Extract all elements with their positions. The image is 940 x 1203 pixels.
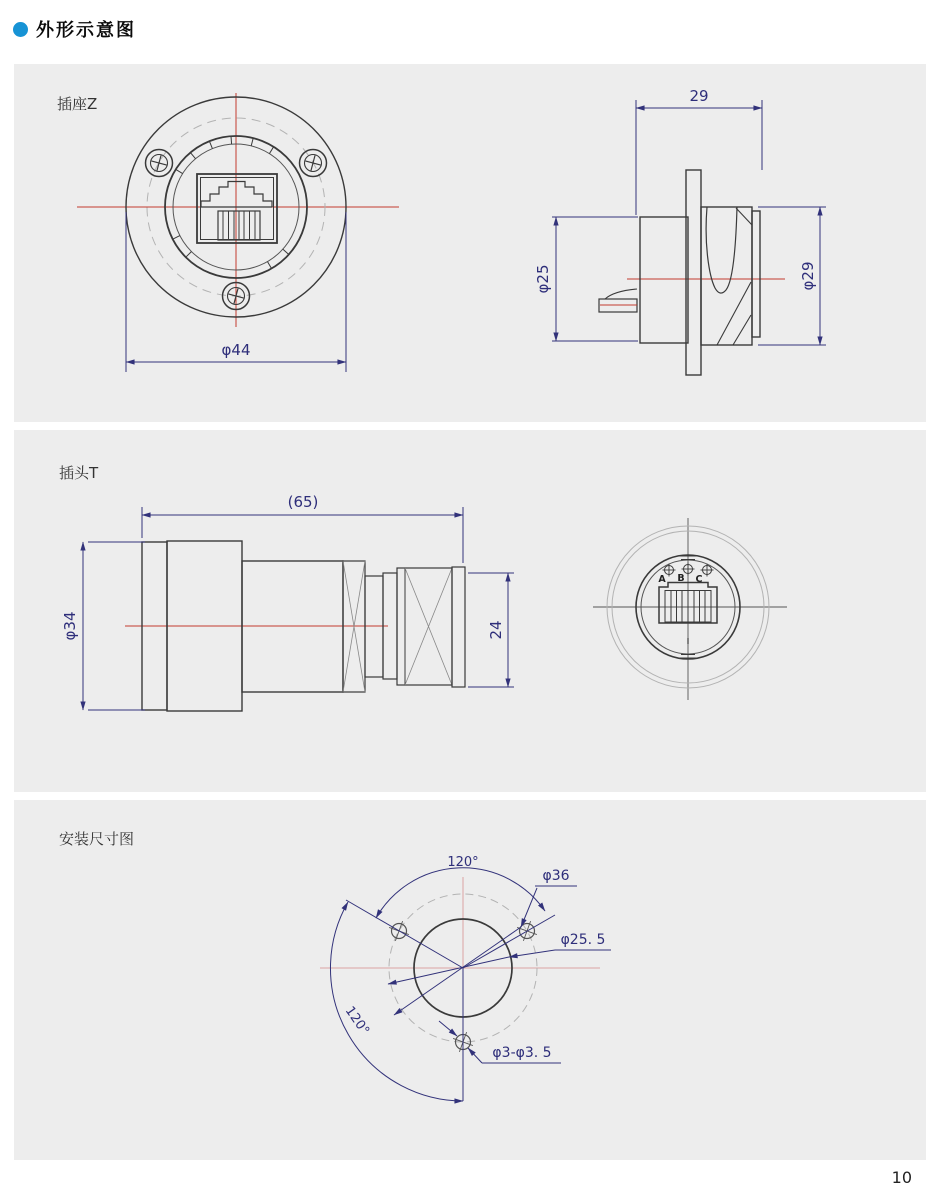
page-title-text: 外形示意图: [36, 20, 136, 41]
socket-label: 插座Z: [57, 95, 98, 113]
dim-angle-top-text: 120°: [447, 855, 479, 870]
latch-clip: [706, 207, 737, 293]
page-number: 10: [891, 1168, 912, 1187]
bullet-icon: [13, 22, 28, 37]
dim-29-text: 29: [689, 87, 709, 105]
mounting-view: [320, 855, 611, 1101]
dim-29: [636, 87, 762, 215]
bayonet-ticks: [173, 136, 289, 268]
screw-top-right: [300, 150, 327, 177]
dim-24: [468, 573, 514, 687]
dim-65-text: (65): [287, 493, 319, 511]
panel-mounting: [14, 800, 926, 1160]
contact-label-a: A: [658, 574, 666, 585]
page-title: [13, 16, 136, 42]
panel-plug: [14, 430, 926, 792]
dim-phi36-text: φ36: [542, 868, 570, 884]
screw-top-left: [146, 150, 173, 177]
socket-side-view: [534, 87, 826, 375]
plug-side-view: [61, 493, 514, 711]
mounting-drawing: [14, 800, 926, 1160]
panel-socket: [14, 64, 926, 422]
dim-phi29: [758, 207, 826, 345]
dim-mount-holes-text: φ3-φ3. 5: [492, 1045, 552, 1061]
dim-phi44-text: φ44: [221, 341, 251, 359]
dim-24-text: 24: [487, 620, 505, 640]
dim-phi25-5: [388, 932, 611, 984]
plug-drawing: [14, 430, 926, 792]
socket-front-view: [77, 93, 399, 372]
dim-phi25-text: φ25: [534, 264, 552, 294]
dim-phi25: [534, 217, 638, 341]
dim-angle-top: [376, 855, 545, 918]
contact-label-c: C: [695, 574, 703, 585]
dim-angle-left-text: 120°: [341, 1003, 372, 1039]
plug-front-view: [593, 518, 787, 700]
dim-phi34-text: φ34: [61, 611, 79, 641]
dim-phi25-5-text: φ25. 5: [560, 932, 606, 948]
dim-phi29-text: φ29: [799, 261, 817, 291]
rj45-jack: [197, 174, 277, 243]
dim-65: [142, 493, 463, 563]
contact-label-b: B: [677, 573, 685, 584]
mounting-label: 安装尺寸图: [59, 830, 135, 848]
plug-label: 插头T: [59, 464, 99, 482]
socket-drawing: [14, 64, 926, 422]
